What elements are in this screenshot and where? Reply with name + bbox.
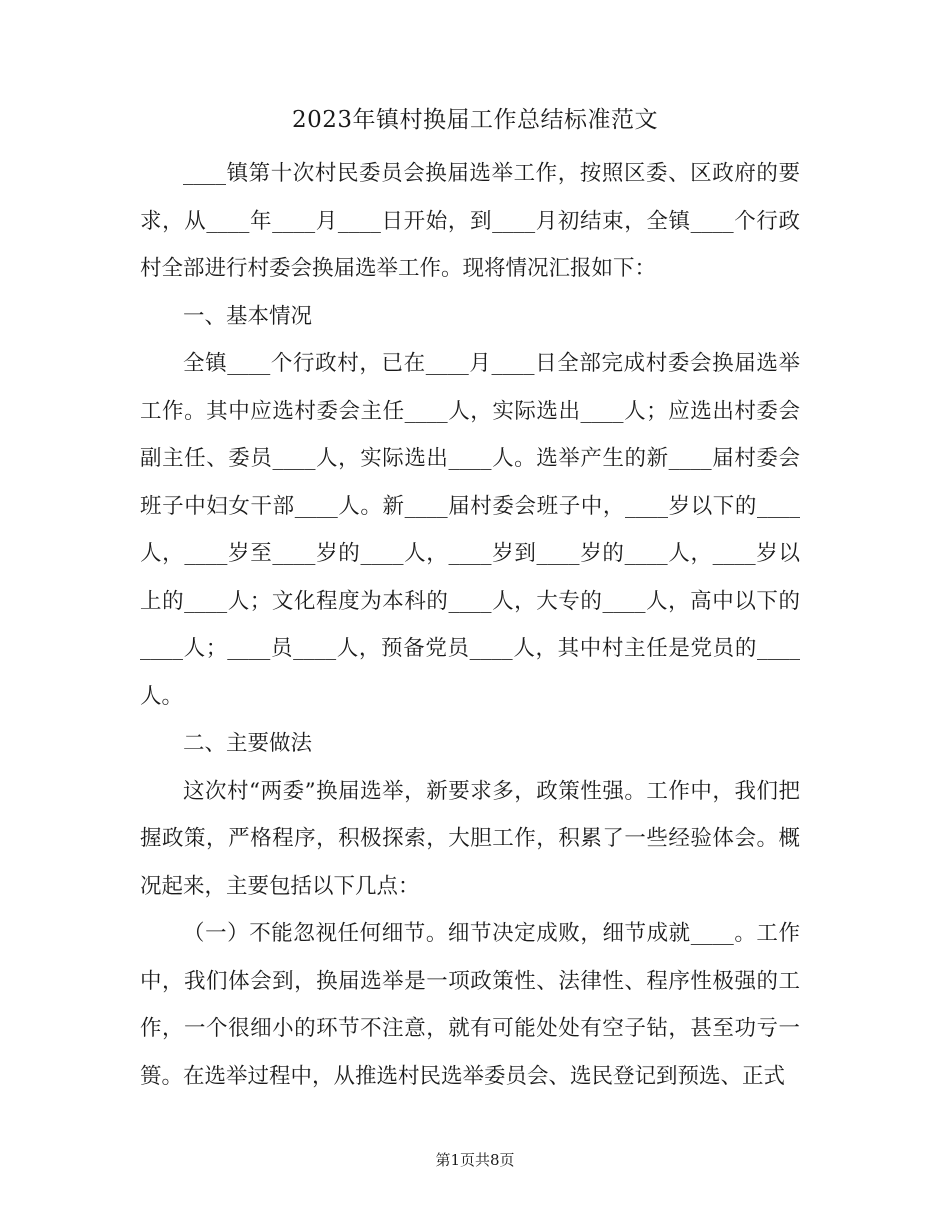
document-body — [140, 150, 800, 1100]
document-title: 2023年镇村换届工作总结标准范文 — [291, 107, 659, 133]
page-number-footer: 第1页共8页 — [435, 1151, 515, 1169]
section-heading-basic-situation: 一、基本情况 — [183, 303, 313, 329]
paragraph-intro: ____镇第十次村民委员会换届选举工作，按照区委、区政府的要求，从____年____月____日开始，到____月初结束，全镇____个行政村全部进行村委会换届选举工作。现将情况汇报如下： — [140, 161, 800, 281]
section-heading-main-practices: 二、主要做法 — [183, 731, 313, 756]
paragraph-basic-situation: 全镇____个行政村，已在____月____日全部完成村委会换届选举工作。其中应选村委会主任____人，实际选出____人；应选出村委会副主任、委员____人，实际选出____人。选举产生的新____届村委会班子中妇女干部____人。新____届村委会班子中，____岁以下的____人，____岁至____岁的____人，____岁到____岁的____人，____岁以上的____人；文化程度为本科的____人，大专的____人，高中以下的____人；____员____人，预备党员____人，其中村主任是党员的____人。 — [140, 351, 800, 709]
paragraph-main-practices: 这次村“两委”换届选举，新要求多，政策性强。工作中，我们把握政策，严格程序，积极探索，大胆工作，积累了一些经验体会。概况起来，主要包括以下几点： — [140, 778, 800, 899]
paragraph-point-one: （一）不能忽视任何细节。细节决定成败，细节成就____。工作中，我们体会到，换届选举是一项政策性、法律性、程序性极强的工作，一个很细小的环节不注意，就有可能处处有空子钻，甚至功亏一篑。在选举过程中，从推选村民选举委员会、选民登记到预选、正式 — [140, 921, 800, 1089]
